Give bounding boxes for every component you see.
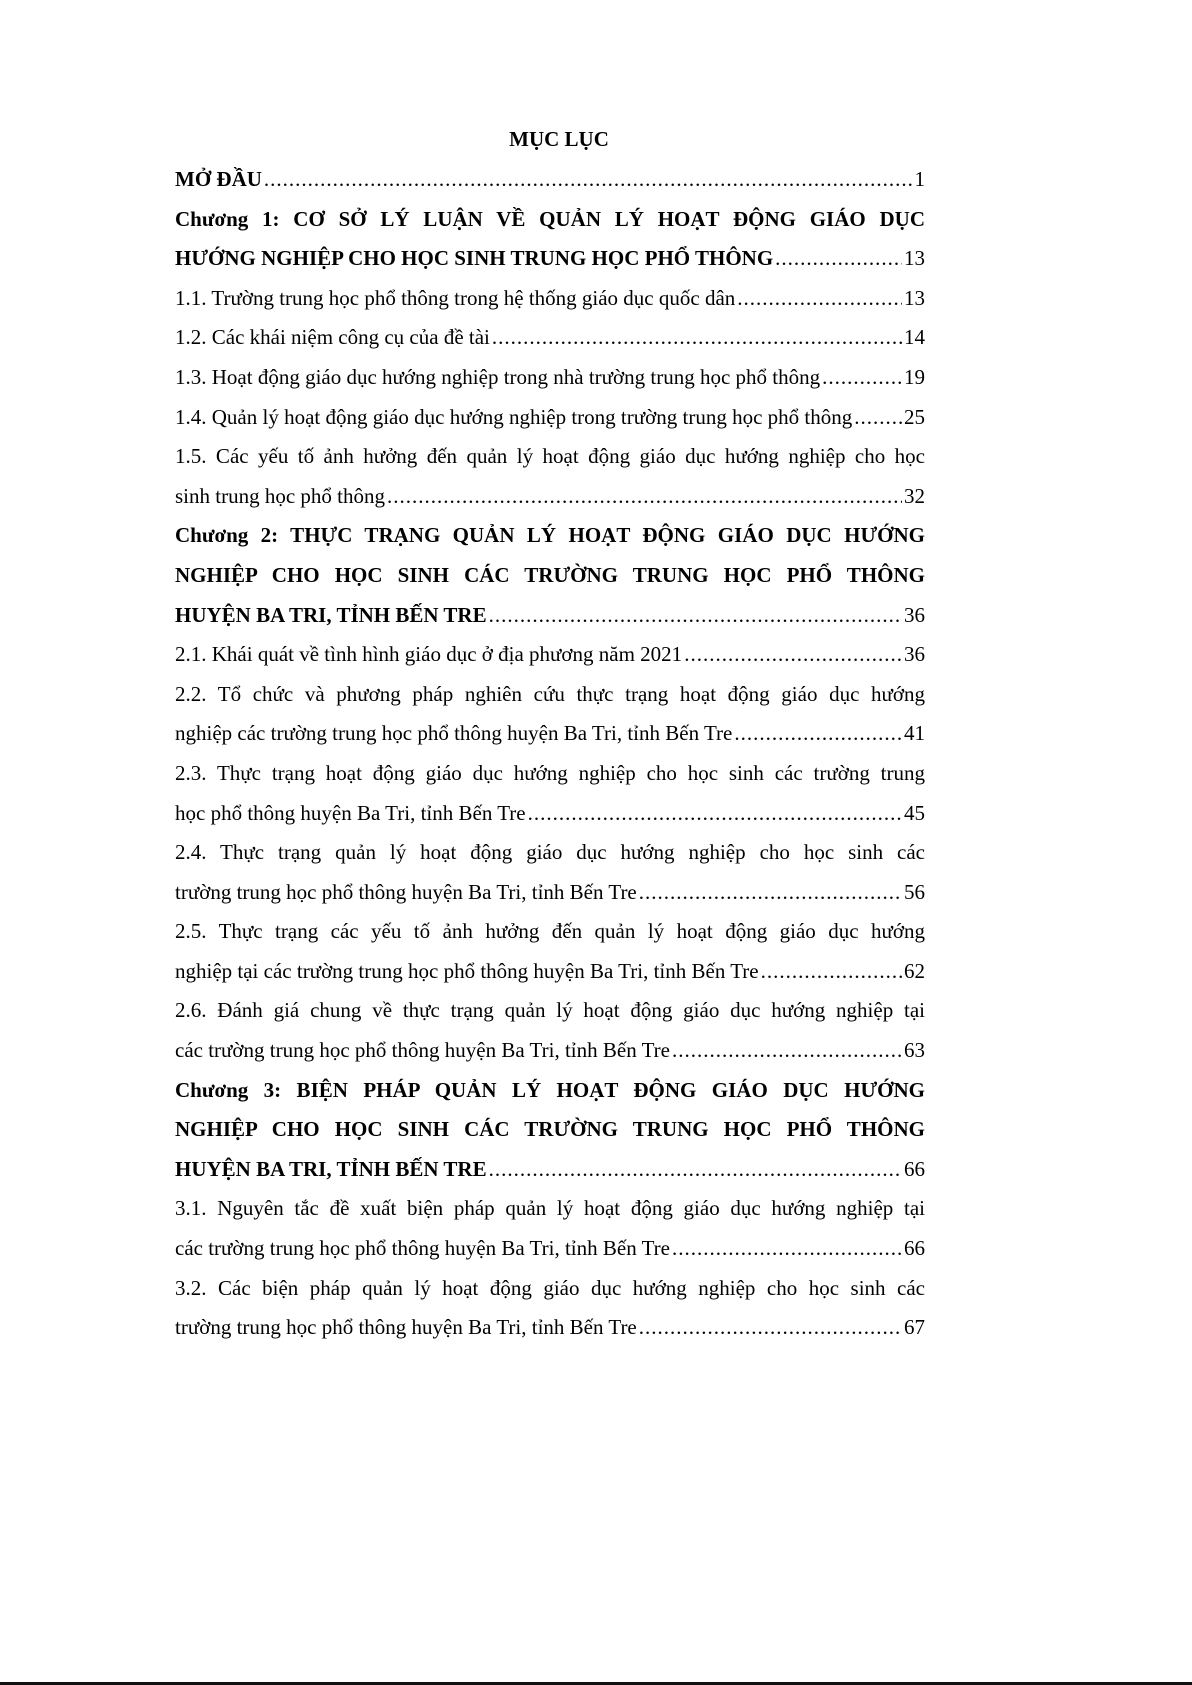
toc-page-number: 56 — [904, 879, 925, 904]
toc-entry-text-line: NGHIỆP CHO HỌC SINH CÁC TRƯỜNG TRUNG HỌC PHỔ THÔNG — [175, 1117, 925, 1142]
toc-entry[interactable] — [175, 398, 925, 438]
toc-entry-title: các trường trung học phổ thông huyện Ba Tri, tỉnh Bến Tre — [175, 1236, 670, 1261]
toc-entry-text-line: 2.4. Thực trạng quản lý hoạt động giáo dục hướng nghiệp cho học sinh các — [175, 840, 925, 865]
dot-leader — [761, 952, 902, 992]
toc-entry-title: 1.1. Trường trung học phổ thông trong hệ thống giáo dục quốc dân — [175, 285, 736, 310]
toc-page-number: 32 — [904, 483, 925, 508]
toc-entry-final-line — [175, 239, 925, 279]
toc-page-number: 13 — [904, 285, 925, 310]
toc-entry-title: nghiệp tại các trường trung học phổ thông huyện Ba Tri, tỉnh Bến Tre — [175, 958, 759, 983]
toc-page-number: 14 — [904, 325, 925, 350]
toc-entry-title: các trường trung học phổ thông huyện Ba Tri, tỉnh Bến Tre — [175, 1038, 670, 1063]
toc-entry-final-line — [175, 1150, 925, 1190]
toc-entry-title: HUYỆN BA TRI, TỈNH BẾN TRE — [175, 1156, 487, 1181]
toc-entry[interactable] — [175, 437, 925, 516]
toc-entry[interactable] — [175, 358, 925, 398]
dot-leader — [489, 1150, 902, 1190]
toc-entry[interactable] — [175, 1269, 925, 1348]
toc-entry-title: trường trung học phổ thông huyện Ba Tri, tỉnh Bến Tre — [175, 879, 637, 904]
toc-entry-text-line: 2.2. Tổ chức và phương pháp nghiên cứu thực trạng hoạt động giáo dục hướng — [175, 681, 925, 706]
toc-entry-title: MỞ ĐẦU — [175, 167, 262, 191]
toc-entry[interactable] — [175, 912, 925, 991]
toc-page-number: 41 — [904, 721, 925, 746]
toc-entry[interactable] — [175, 991, 925, 1070]
toc-entry-text-line: 2.6. Đánh giá chung về thực trạng quản lý hoạt động giáo dục hướng nghiệp tại — [175, 998, 925, 1023]
toc-entry[interactable] — [175, 160, 925, 200]
toc-entry[interactable] — [175, 318, 925, 358]
toc-entry[interactable] — [175, 833, 925, 912]
toc-entry-text-line: Chương 2: THỰC TRẠNG QUẢN LÝ HOẠT ĐỘNG GIÁO DỤC HƯỚNG — [175, 523, 925, 548]
dot-leader — [639, 873, 902, 913]
toc-entry-final-line — [175, 952, 925, 992]
toc-entry-final-line — [175, 160, 925, 200]
toc-entry-final-line — [175, 714, 925, 754]
toc-entry-title: 1.3. Hoạt động giáo dục hướng nghiệp trong nhà trường trung học phổ thông — [175, 364, 821, 389]
toc-entry-title: học phổ thông huyện Ba Tri, tỉnh Bến Tre — [175, 800, 526, 825]
toc-entry-final-line — [175, 1031, 925, 1071]
toc-entry-title: 1.2. Các khái niệm công cụ của đề tài — [175, 325, 490, 350]
toc-entry-text-line: 1.5. Các yếu tố ảnh hưởng đến quản lý hoạt động giáo dục hướng nghiệp cho học — [175, 444, 925, 469]
toc-entry-final-line — [175, 635, 925, 675]
toc-page-number: 36 — [904, 642, 925, 667]
dot-leader — [672, 1031, 902, 1071]
toc-page-number: 45 — [904, 800, 925, 825]
dot-leader — [854, 398, 902, 438]
toc-entry-text-line: 2.5. Thực trạng các yếu tố ảnh hưởng đến quản lý hoạt động giáo dục hướng — [175, 919, 925, 944]
dot-leader — [775, 239, 902, 279]
toc-entry-final-line — [175, 477, 925, 517]
toc-entry-title: trường trung học phổ thông huyện Ba Tri, tỉnh Bến Tre — [175, 1315, 637, 1340]
dot-leader — [387, 477, 902, 517]
toc-entry-final-line — [175, 596, 925, 636]
toc-entry-final-line — [175, 279, 925, 319]
toc-page-number: 62 — [904, 958, 925, 983]
toc-entry[interactable] — [175, 279, 925, 319]
toc-entry[interactable] — [175, 516, 925, 635]
toc-entry[interactable] — [175, 1071, 925, 1190]
toc-page-number: 1 — [914, 167, 925, 191]
toc-entry-title: HƯỚNG NGHIỆP CHO HỌC SINH TRUNG HỌC PHỔ THÔNG — [175, 246, 774, 271]
toc-entry-title: 1.4. Quản lý hoạt động giáo dục hướng nghiệp trong trường trung học phổ thông — [175, 404, 853, 429]
toc-entry-final-line — [175, 1229, 925, 1269]
toc-entry-final-line — [175, 1308, 925, 1348]
toc-entry[interactable] — [175, 1189, 925, 1268]
toc-entry-text-line: Chương 1: CƠ SỞ LÝ LUẬN VỀ QUẢN LÝ HOẠT ĐỘNG GIÁO DỤC — [175, 206, 925, 231]
toc-entry-title: 2.1. Khái quát về tình hình giáo dục ở địa phương năm 2021 — [175, 642, 683, 667]
toc-entry-text-line: NGHIỆP CHO HỌC SINH CÁC TRƯỜNG TRUNG HỌC PHỔ THÔNG — [175, 562, 925, 587]
dot-leader — [528, 794, 902, 834]
toc-entry-title: sinh trung học phổ thông — [175, 483, 385, 508]
dot-leader — [822, 358, 902, 398]
toc-page-number: 66 — [904, 1156, 925, 1181]
dot-leader — [489, 596, 902, 636]
dot-leader — [639, 1308, 902, 1348]
toc-entry[interactable] — [175, 675, 925, 754]
toc-entry-text-line: 3.2. Các biện pháp quản lý hoạt động giáo dục hướng nghiệp cho học sinh các — [175, 1275, 925, 1300]
toc-title: MỤC LỤC — [509, 127, 609, 151]
dot-leader — [672, 1229, 902, 1269]
toc-page-number: 36 — [904, 602, 925, 627]
toc-entry-final-line — [175, 794, 925, 834]
dot-leader — [737, 279, 902, 319]
toc-entry[interactable] — [175, 754, 925, 833]
toc-entry-title: HUYỆN BA TRI, TỈNH BẾN TRE — [175, 602, 487, 627]
toc-entry-title: nghiệp các trường trung học phổ thông huyện Ba Tri, tỉnh Bến Tre — [175, 721, 733, 746]
toc-page-number: 13 — [904, 246, 925, 271]
toc-entry-final-line — [175, 318, 925, 358]
toc-entry-final-line — [175, 358, 925, 398]
toc-entry-text-line: Chương 3: BIỆN PHÁP QUẢN LÝ HOẠT ĐỘNG GIÁO DỤC HƯỚNG — [175, 1077, 925, 1102]
toc-page-number: 67 — [904, 1315, 925, 1340]
toc-entry[interactable] — [175, 200, 925, 279]
toc-entry-final-line — [175, 873, 925, 913]
table-of-contents — [175, 160, 925, 1348]
dot-leader — [492, 318, 902, 358]
dot-leader — [264, 160, 913, 200]
toc-page-number: 63 — [904, 1038, 925, 1063]
dot-leader — [684, 635, 902, 675]
toc-entry-text-line: 2.3. Thực trạng hoạt động giáo dục hướng nghiệp cho học sinh các trường trung — [175, 760, 925, 785]
toc-entry[interactable] — [175, 635, 925, 675]
toc-page-number: 66 — [904, 1236, 925, 1261]
toc-page-number: 19 — [904, 364, 925, 389]
dot-leader — [734, 714, 902, 754]
toc-entry-final-line — [175, 398, 925, 438]
toc-entry-text-line: 3.1. Nguyên tắc đề xuất biện pháp quản lý hoạt động giáo dục hướng nghiệp tại — [175, 1196, 925, 1221]
toc-page-number: 25 — [904, 404, 925, 429]
